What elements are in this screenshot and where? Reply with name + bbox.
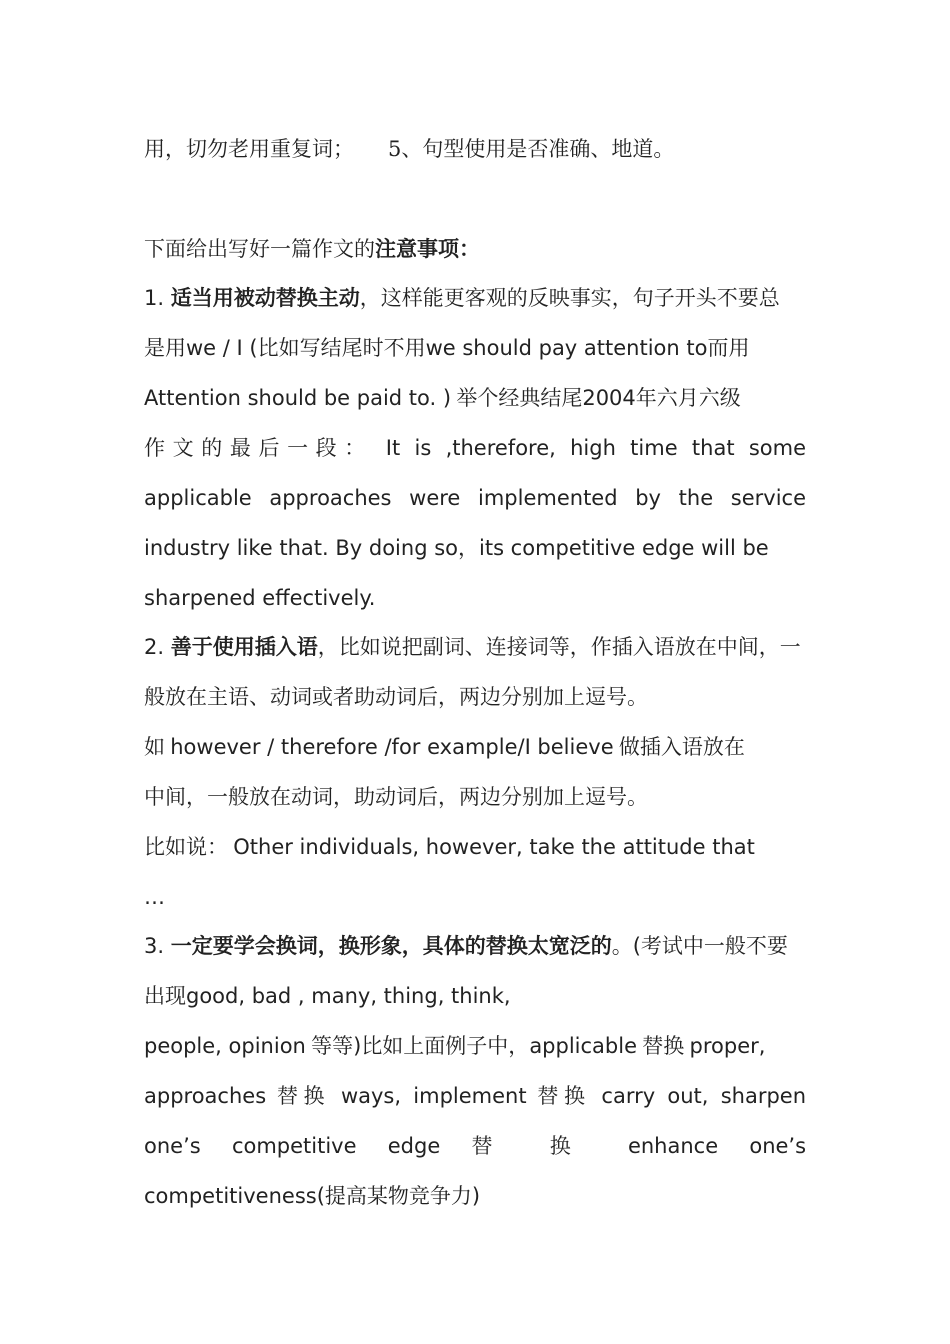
tip-number: 3. [144,934,171,958]
tip-3-line-1 [144,931,806,961]
text-run: one’s [749,1134,807,1158]
text-run: applicable approaches were implemented by the service [144,486,806,510]
text-run: 用，切勿老用重复词； [144,137,354,161]
tip-1-line-3 [144,383,806,413]
text-run: ( [632,934,641,958]
tip-3-line-2 [144,981,806,1011]
text-run: 。 [611,934,633,958]
text-run: we / I ( [186,336,258,360]
tip-3-line-3 [144,1031,806,1061]
tip-1-line-4 [144,433,806,463]
text-run: 提高某物竞争力 [324,1184,472,1208]
tip-3-line-6 [144,1181,806,1211]
tip-2-line-3 [144,732,806,762]
tip-3-title: 一定要学会换词，换形象，具体的替换太宽泛的 [170,933,612,958]
text-run: enhance [627,1134,719,1158]
text-run: 替换 [276,1084,331,1108]
text-run: ，比如说把副词、连接词等，作插入语放在中间，一 [317,635,801,659]
ellipsis: … [144,885,165,909]
text-run: Other individuals, however, take the attitude that [233,835,755,859]
tip-1-line-5 [144,483,806,513]
text-run: we should pay attention to [425,336,708,360]
text-run: people, opinion [144,1034,306,1058]
text-run: 做插入语放在 [618,735,745,759]
text-run: sharpened effectively. [144,586,376,610]
tip-2-line-5 [144,832,806,862]
tip-2-line-1 [144,632,806,662]
text-run: its competitive edge will be [479,536,769,560]
text-run: 比如说： [144,835,228,859]
text-run: good, bad , many, thing, think, [186,984,511,1008]
text-run: 2004 [582,386,636,410]
text-run: 替 [471,1134,519,1158]
tip-2-line-6 [144,882,806,912]
tip-3-line-5 [144,1131,806,1161]
text-run: ， [458,536,479,560]
text-run: 而用 [707,336,750,360]
text-run: 出现 [144,984,186,1008]
text-run: 年六月六级 [635,386,741,410]
tip-2-line-2 [144,682,806,712]
tip-2-title: 善于使用插入语 [170,634,318,659]
notes-heading-bold: 注意事项： [375,236,480,261]
tip-number: 2. [144,635,171,659]
tip-1-line-6 [144,533,806,563]
tip-1-line-2 [144,333,806,363]
text-run: 如 [144,735,165,759]
text-run: It is ,therefore, high time that some [385,436,807,460]
tip-1-title: 适当用被动替换主动 [170,285,360,310]
text-run: 考试中一般不要 [640,934,788,958]
text-run: 比如写结尾时不用 [257,336,426,360]
text-run: 换 [549,1134,597,1158]
text-run: 替换 [537,1084,591,1108]
text-run: one’s [144,1134,201,1158]
tip-1-line-7 [144,583,806,613]
text-run: industry like that. By doing so [144,536,458,560]
text-run: carry out, sharpen [601,1084,807,1108]
text-run: 般放在主语、动词或者助动词后，两边分别加上逗号。 [144,685,648,709]
text-run: ways, implement [340,1084,527,1108]
text-run: Attention should be paid to. ) [144,386,452,410]
text-run: ，这样能更客观的反映事实，句子开头不要总 [359,286,780,310]
tip-number: 1. [144,286,171,310]
text-run: proper, [689,1034,766,1058]
tip-2-line-4 [144,782,806,812]
tip-1-line-1 [144,283,806,313]
text-run: ) [353,1034,362,1058]
text-run: competitive [231,1134,357,1158]
text-run: approaches [144,1084,267,1108]
paragraph-line-1 [144,134,806,164]
text-run: 比如上面例子中， [361,1034,530,1058]
text-run: edge [387,1134,441,1158]
text-run: 中间，一般放在动词，助动词后，两边分别加上逗号。 [144,785,648,809]
text-run: 5、句型使用是否准确、地道。 [388,137,675,161]
text-run: ) [471,1184,481,1208]
text-run: 作文的最后一段： [144,436,373,460]
text-run: applicable [529,1034,638,1058]
text-run: competitiveness( [144,1184,325,1208]
tip-3-line-4 [144,1081,806,1111]
text-run: however / therefore /for example/I believe [170,735,614,759]
text-run: 替换 [642,1034,685,1058]
text-run: 举个经典结尾 [456,386,583,410]
text-run: 等等 [311,1034,354,1058]
text-run: 是用 [144,336,186,360]
notes-heading-line [144,234,806,264]
text-run: 下面给出写好一篇作文的 [144,237,375,261]
